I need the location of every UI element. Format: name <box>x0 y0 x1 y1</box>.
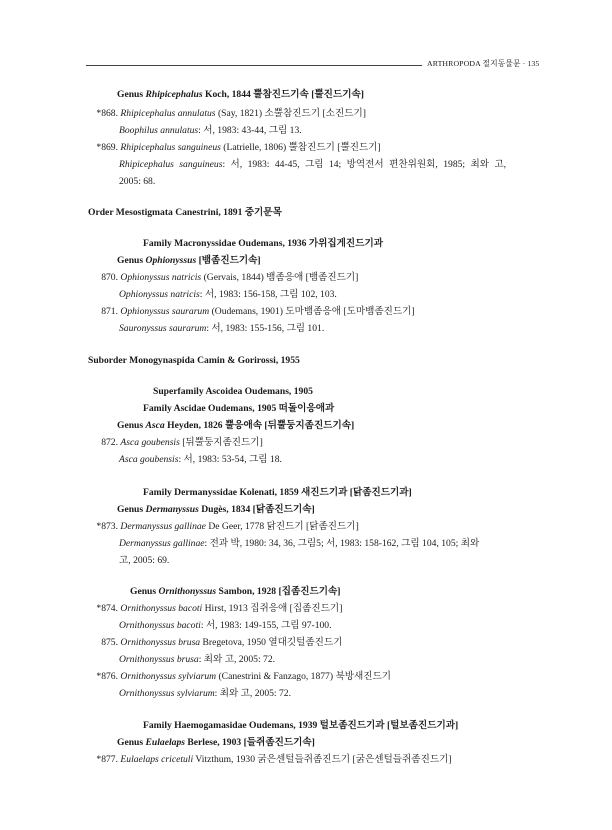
species-entry: *874. Ornithonyssus bacoti Hirst, 1913 집쥐응애 [집좀진드기] <box>96 603 343 614</box>
family-heading: Family Haemogamasidae Oudemans, 1939 털보좀진드기과 [털보좀진드기과] <box>143 720 459 731</box>
genus-heading: Genus Eulaelaps Berlese, 1903 [들쥐좀진드기속] <box>117 737 315 748</box>
genus-heading: Genus Asca Heyden, 1826 뿔응애속 [뒤뿔둥지좀진드기속] <box>117 420 355 431</box>
species-entry: *873. Dermanyssus gallinae De Geer, 1778 닭진드기 [닭좀진드기] <box>96 521 359 532</box>
synonym-reference: Asca goubensis: 서, 1983: 53-54, 그림 18. <box>119 454 282 465</box>
species-entry: *869. Rhipicephalus sanguineus (Latrielle, 1806) 뿔참진드기 [뿔진드기] <box>96 142 381 153</box>
synonym-reference: Ornithonyssus brusa: 최와 고, 2005: 72. <box>119 654 276 665</box>
running-head: ARTHROPODA 절지동물문 · 135 <box>427 59 540 68</box>
synonym-reference: Ophionyssus natricis: 서, 1983: 156-158, 그림 102, 103. <box>119 289 337 300</box>
species-entry: *877. Eulaelaps cricetuli Vitzthum, 1930 굵은센털들쥐좀진드기 [굵은센털들쥐좀진드기] <box>96 754 452 765</box>
species-entry: 871. Ophionyssus saurarum (Oudemans, 1901) 도마뱀좀응애 [도마뱀좀진드기] <box>101 306 415 317</box>
genus-heading: Genus Rhipicephalus Koch, 1844 뿔참진드기속 [뿔진드기속] <box>117 89 364 100</box>
species-entry: *868. Rhipicephalus annulatus (Say, 1821) 소뿔참진드기 [소진드기] <box>96 108 366 119</box>
order-heading: Order Mesostigmata Canestrini, 1891 중기문목 <box>88 207 282 218</box>
species-entry: *876. Ornithonyssus sylviarum (Canestrini & Fanzago, 1877) 북방새진드기 <box>96 671 392 682</box>
genus-heading: Genus Ornithonyssus Sambon, 1928 [집좀진드기속] <box>130 586 341 597</box>
header-rule <box>86 65 422 66</box>
synonym-reference: Dermanyssus gallinae: 전과 박, 1980: 34, 36, 그림5; 서, 1983: 158-162, 그림 104, 105; 최와 <box>119 538 480 549</box>
synonym-reference: Boophilus annulatus: 서, 1983: 43-44, 그림 13. <box>119 125 302 136</box>
genus-heading: Genus Dermanyssus Dugès, 1834 [닭좀진드기속] <box>117 504 315 515</box>
synonym-reference: Ornithonyssus bacoti: 서, 1983: 149-155, 그림 97-100. <box>119 620 332 631</box>
genus-heading: Genus Ophionyssus [뱀좀진드기속] <box>117 255 261 266</box>
superfamily-heading: Superfamily Ascoidea Oudemans, 1905 <box>153 386 313 397</box>
suborder-heading: Suborder Monogynaspida Camin & Gorirossi, 1955 <box>88 355 300 366</box>
family-heading: Family Dermanyssidae Kolenati, 1859 새진드기과 [닭좀진드기과] <box>143 487 412 498</box>
synonym-reference: Ornithonyssus sylviarum: 최와 고, 2005: 72. <box>119 688 291 699</box>
synonym-reference: Rhipicephalus sanguineus: 서, 1983: 44-45, 그림 14; 방역전서 편찬위원회, 1985; 최와 고, <box>119 159 507 170</box>
species-entry: 875. Ornithonyssus brusa Bregetova, 1950 열대깃털좀진드기 <box>101 637 343 648</box>
synonym-reference-cont: 2005: 68. <box>119 176 156 187</box>
family-heading: Family Macronyssidae Oudemans, 1936 가위집게진드기과 <box>143 238 383 249</box>
species-entry: 870. Ophionyssus natricis (Gervais, 1844) 뱀좀응애 [뱀좀진드기] <box>101 272 359 283</box>
family-heading: Family Ascidae Oudemans, 1905 떠돌이응애과 <box>143 403 335 414</box>
synonym-reference-cont: 고, 2005: 69. <box>119 555 170 566</box>
synonym-reference: Sauronyssus saurarum: 서, 1983: 155-156, 그림 101. <box>119 323 325 334</box>
species-entry: 872. Asca goubensis [뒤뿔둥지좀진드기] <box>101 437 263 448</box>
